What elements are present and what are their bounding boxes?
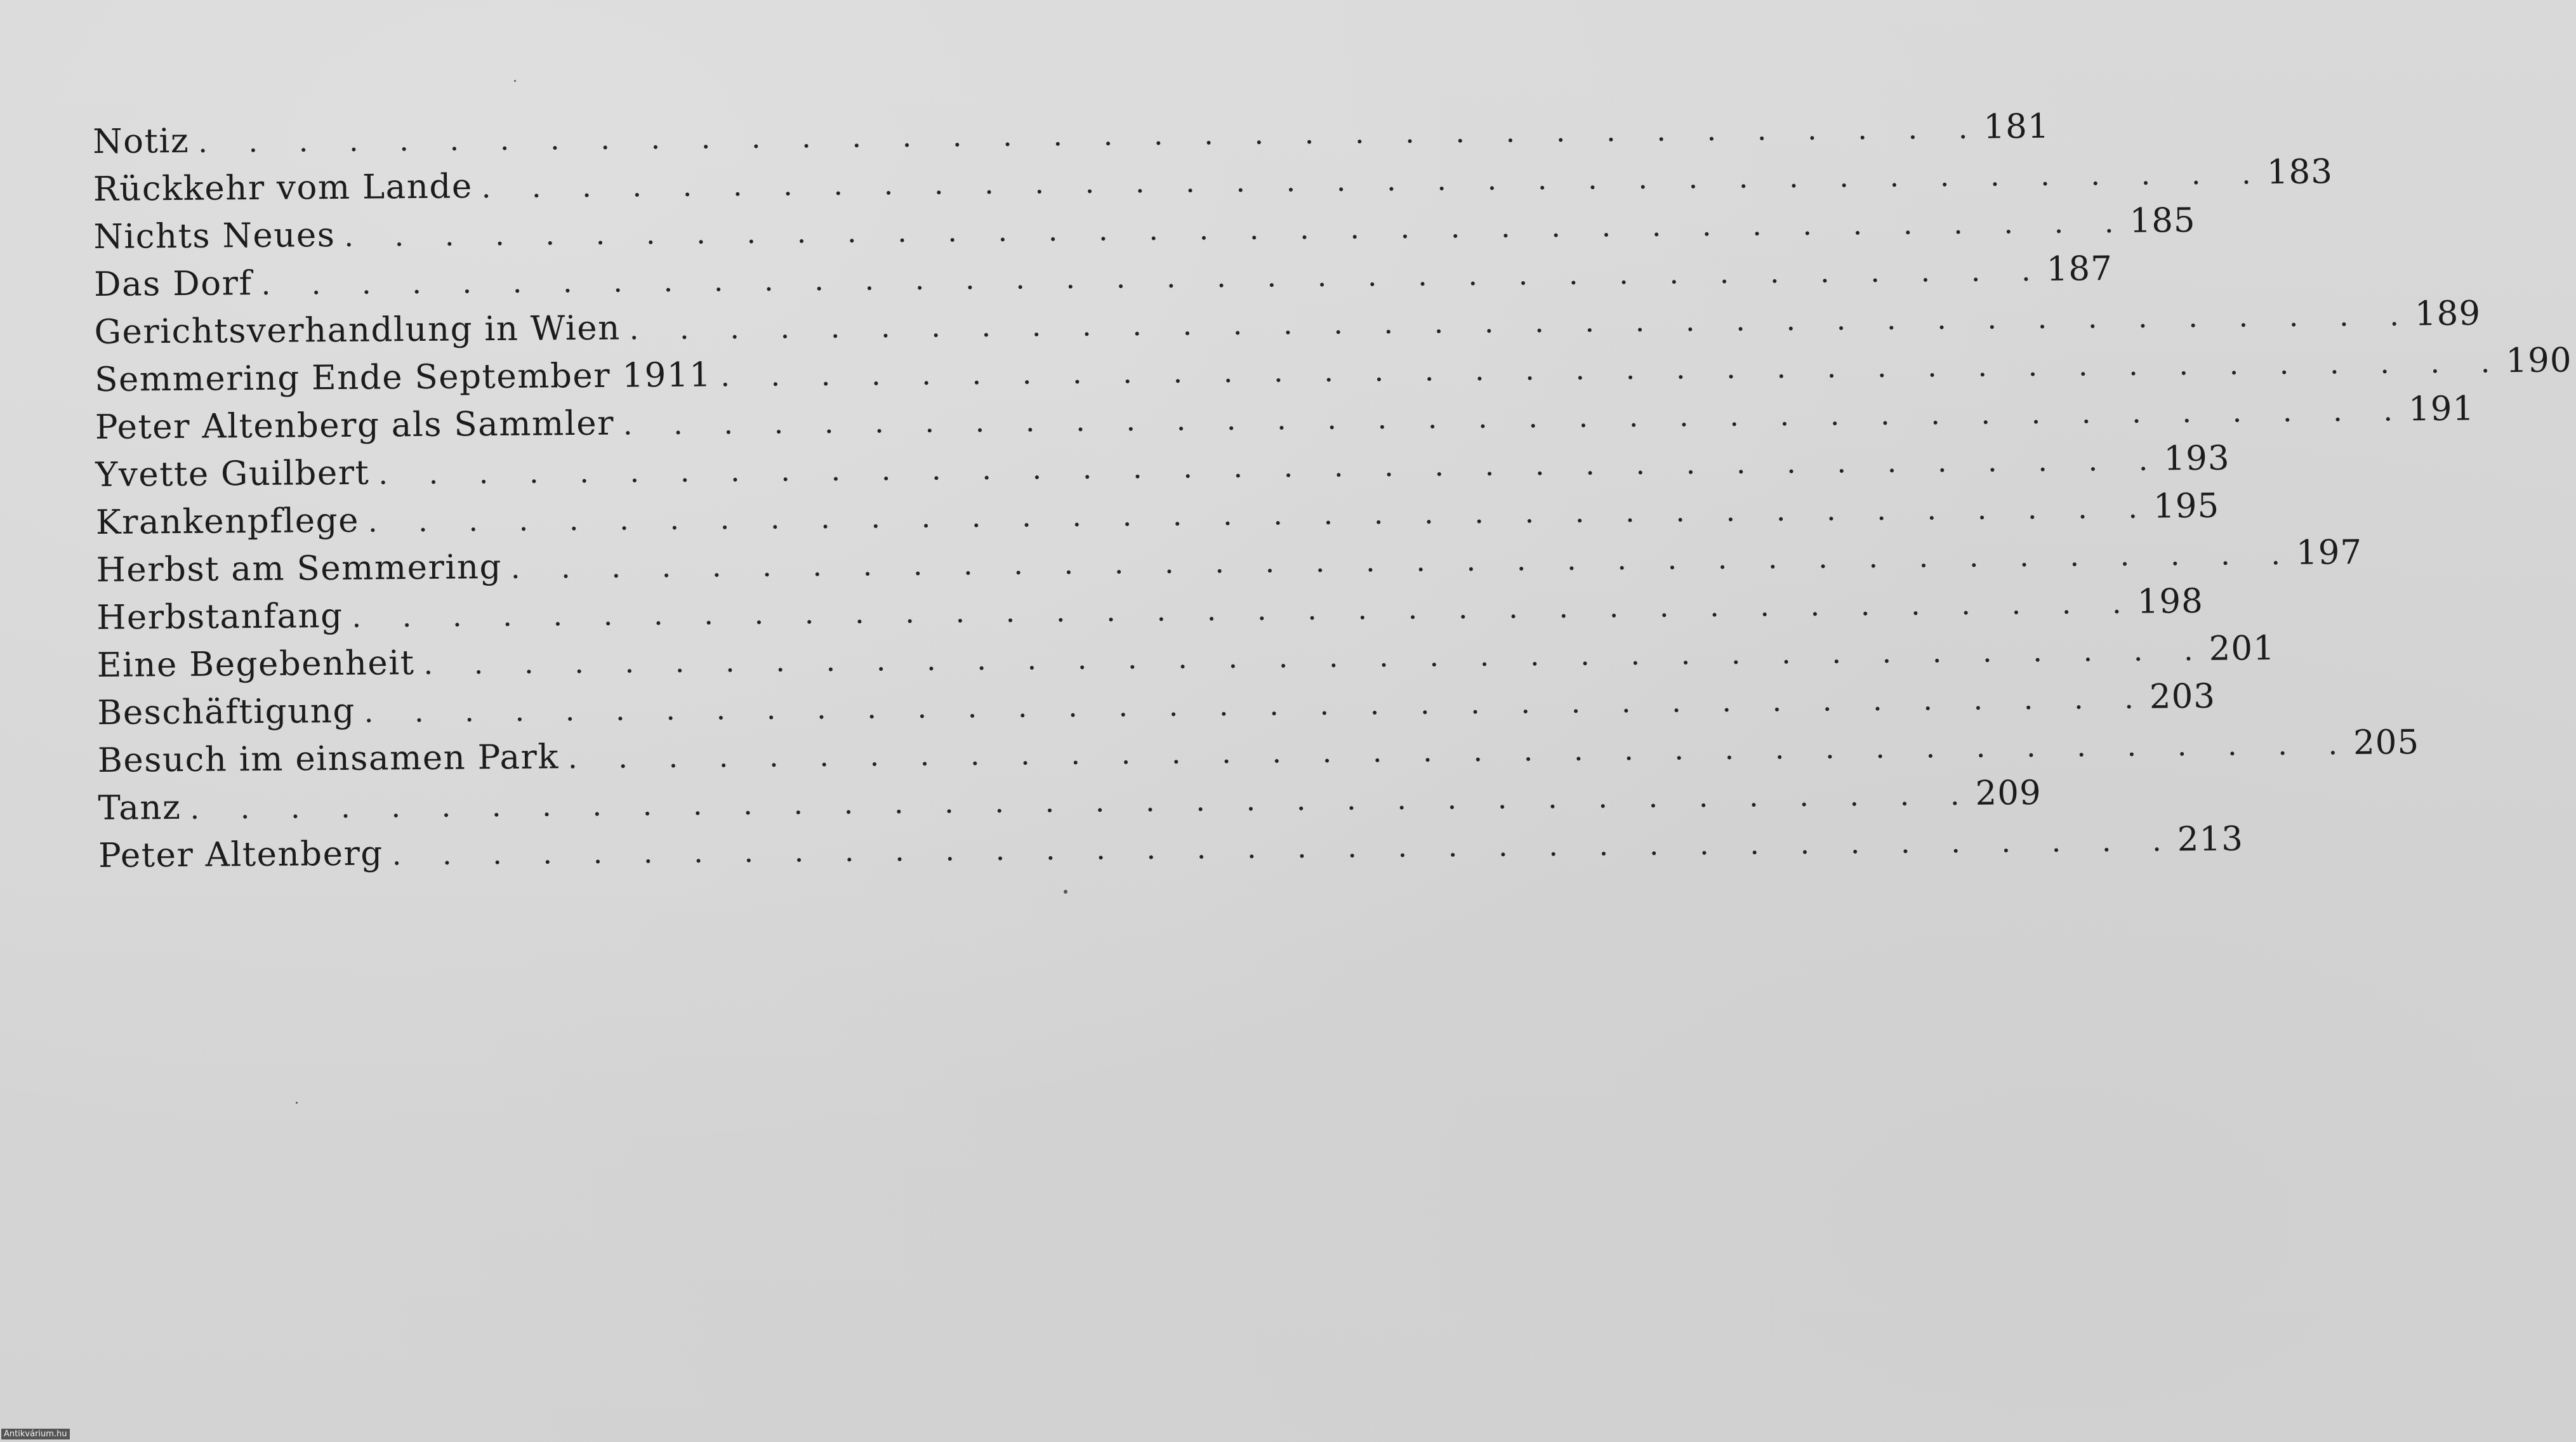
- paper-speck: [1064, 890, 1067, 894]
- toc-entry-page: 197: [2295, 532, 2363, 572]
- table-of-contents: [93, 107, 2572, 880]
- toc-entry-herbstanfang: [96, 581, 2204, 642]
- toc-entry-yvette-guilbert: [95, 439, 2230, 499]
- toc-entry-page: 201: [2209, 629, 2276, 668]
- toc-entry-peter-altenberg: [98, 819, 2244, 880]
- toc-entry-nichts-neues: [93, 201, 2196, 261]
- toc-entry-title: Eine Begebenheit: [96, 644, 415, 685]
- toc-entry-page: 213: [2177, 819, 2244, 859]
- toc-entry-page: 189: [2414, 294, 2481, 334]
- toc-entry-page: 191: [2408, 389, 2475, 429]
- toc-entry-semmering-ende-september: [95, 341, 2572, 404]
- toc-entry-title: Herbst am Semmering: [96, 547, 503, 590]
- toc-entry-title: Yvette Guilbert: [95, 453, 370, 494]
- dot-leader: . . . . . . . . . . . . . . . . . . . . . . . . . . . . . . . . . . . .: [364, 680, 2150, 729]
- dot-leader: . . . . . . . . . . . . . . . . . . . . . . . . . . . . . . . . . . . .: [720, 345, 2506, 394]
- toc-entry-page: 193: [2163, 439, 2230, 479]
- dot-leader: . . . . . . . . . . . . . . . . . . . . . . . . . . . . . . . . . . . .: [190, 777, 1976, 826]
- dot-leader: . . . . . . . . . . . . . . . . . . . . . . . . . . . . . . . . . . . .: [623, 393, 2409, 442]
- toc-entry-tanz: [98, 773, 2042, 832]
- toc-entry-das-dorf: [93, 249, 2113, 308]
- toc-entry-title: Beschäftigung: [97, 691, 356, 732]
- dot-leader: . . . . . . . . . . . . . . . . . . . . . . . . . . . . . . . . . . . .: [261, 253, 2047, 301]
- toc-entry-eine-begebenheit: [96, 629, 2276, 689]
- dot-leader: . . . . . . . . . . . . . . . . . . . . . . . . . . . . . . . . . . . .: [629, 298, 2415, 347]
- toc-entry-page: 181: [1983, 107, 2050, 147]
- toc-entry-krankenpflege: [95, 486, 2220, 546]
- dot-leader: . . . . . . . . . . . . . . . . . . . . . . . . . . . . . . . . . . . .: [567, 727, 2354, 776]
- toc-entry-title: Tanz: [98, 788, 182, 828]
- toc-entry-title: Peter Altenberg als Sammler: [95, 404, 615, 447]
- toc-entry-peter-altenberg-als-sammler: [95, 389, 2475, 451]
- toc-entry-title: Peter Altenberg: [98, 834, 383, 875]
- toc-entry-title: Besuch im einsamen Park: [97, 738, 560, 780]
- toc-entry-herbst-am-semmering: [96, 532, 2363, 594]
- dot-leader: . . . . . . . . . . . . . . . . . . . . . . . . . . . . . . . . . . . .: [198, 110, 1984, 159]
- dot-leader: . . . . . . . . . . . . . . . . . . . . . . . . . . . . . . . . . . . .: [423, 632, 2209, 681]
- paper-speck: [296, 1102, 298, 1104]
- toc-entry-title: Das Dorf: [93, 264, 253, 304]
- toc-entry-title: Gerichtsverhandlung in Wien: [94, 308, 621, 352]
- toc-entry-beschaeftigung: [97, 677, 2216, 737]
- dot-leader: . . . . . . . . . . . . . . . . . . . . . . . . . . . . . . . . . . . .: [352, 585, 2137, 634]
- dot-leader: . . . . . . . . . . . . . . . . . . . . . . . . . . . . . . . . . . . .: [392, 823, 2178, 872]
- toc-entry-page: 198: [2137, 581, 2204, 621]
- toc-entry-page: 195: [2153, 486, 2220, 526]
- toc-entry-title: Semmering Ende September 1911: [95, 355, 712, 399]
- dot-leader: . . . . . . . . . . . . . . . . . . . . . . . . . . . . . . . . . . . .: [367, 490, 2154, 539]
- toc-entry-page: 185: [2129, 201, 2196, 241]
- toc-entry-title: Rückkehr vom Lande: [93, 167, 473, 209]
- toc-entry-page: 209: [1975, 773, 2042, 813]
- toc-entry-title: Nichts Neues: [93, 216, 336, 256]
- paper-speck: [514, 80, 516, 82]
- toc-entry-page: 183: [2266, 152, 2334, 192]
- toc-entry-title: Notiz: [93, 121, 190, 161]
- toc-entry-besuch-im-einsamen-park: [97, 723, 2420, 784]
- toc-entry-rueckkehr-vom-lande: [93, 152, 2334, 213]
- toc-entry-notiz: [93, 107, 2050, 166]
- toc-entry-page: 205: [2353, 723, 2420, 763]
- dot-leader: . . . . . . . . . . . . . . . . . . . . . . . . . . . . . . . . . . . .: [481, 156, 2267, 205]
- dot-leader: . . . . . . . . . . . . . . . . . . . . . . . . . . . . . . . . . . . .: [510, 536, 2297, 585]
- dot-leader: . . . . . . . . . . . . . . . . . . . . . . . . . . . . . . . . . . . .: [378, 442, 2164, 491]
- dot-leader: . . . . . . . . . . . . . . . . . . . . . . . . . . . . . . . . . . . .: [344, 204, 2130, 253]
- toc-entry-page: 190: [2506, 341, 2572, 381]
- toc-entry-page: 203: [2149, 677, 2216, 717]
- toc-entry-gerichtsverhandlung-in-wien: [94, 294, 2481, 356]
- toc-entry-page: 187: [2046, 249, 2113, 289]
- watermark: Antikvárium.hu: [1, 1429, 70, 1439]
- toc-entry-title: Krankenpflege: [95, 501, 360, 542]
- toc-entry-title: Herbstanfang: [96, 596, 343, 637]
